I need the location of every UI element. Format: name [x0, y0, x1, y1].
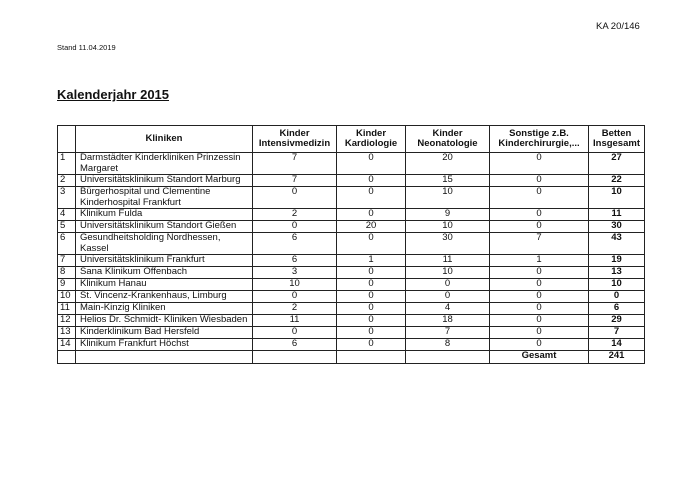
row-number: 13 [58, 327, 76, 339]
column-header-neonatologie: Kinder Neonatologie [406, 126, 490, 153]
clinic-name: Sana Klinikum Offenbach [76, 267, 253, 279]
clinic-name: Klinikum Frankfurt Höchst [76, 339, 253, 351]
intensivmedizin-beds: 7 [253, 153, 337, 175]
total-spacer [337, 351, 406, 364]
table-row [58, 221, 645, 233]
table-row [58, 315, 645, 327]
table-row [58, 303, 645, 315]
sonstige-beds: 0 [490, 279, 589, 291]
table-row [58, 267, 645, 279]
total-beds: 11 [589, 209, 645, 221]
sonstige-beds: 0 [490, 327, 589, 339]
intensivmedizin-beds: 6 [253, 255, 337, 267]
row-number: 7 [58, 255, 76, 267]
total-beds: 13 [589, 267, 645, 279]
intensivmedizin-beds: 0 [253, 187, 337, 209]
table-row [58, 209, 645, 221]
neonatologie-beds: 9 [406, 209, 490, 221]
clinic-name: Helios Dr. Schmidt- Kliniken Wiesbaden [76, 315, 253, 327]
clinic-name: Universitätsklinikum Standort Gießen [76, 221, 253, 233]
total-spacer [406, 351, 490, 364]
column-header-kliniken: Kliniken [76, 126, 253, 153]
clinic-name: Gesundheitsholding Nordhessen, Kassel [76, 233, 253, 255]
row-number: 2 [58, 175, 76, 187]
kardiologie-beds: 0 [337, 279, 406, 291]
clinic-name: Kinderklinikum Bad Hersfeld [76, 327, 253, 339]
neonatologie-beds: 7 [406, 327, 490, 339]
table-row [58, 233, 645, 255]
kardiologie-beds: 0 [337, 153, 406, 175]
column-header-sonstige: Sonstige z.B. Kinderchirurgie,... [490, 126, 589, 153]
row-number: 14 [58, 339, 76, 351]
intensivmedizin-beds: 0 [253, 327, 337, 339]
total-beds: 22 [589, 175, 645, 187]
row-number: 12 [58, 315, 76, 327]
column-header [58, 126, 76, 153]
sonstige-beds: 0 [490, 209, 589, 221]
sonstige-beds: 0 [490, 221, 589, 233]
table-header-row [58, 126, 645, 153]
clinic-name: Bürgerhospital und Clementine Kinderhospital Frankfurt [76, 187, 253, 209]
sonstige-beds: 0 [490, 267, 589, 279]
sonstige-beds: 7 [490, 233, 589, 255]
kardiologie-beds: 1 [337, 255, 406, 267]
table-row [58, 153, 645, 175]
kardiologie-beds: 0 [337, 233, 406, 255]
neonatologie-beds: 20 [406, 153, 490, 175]
intensivmedizin-beds: 2 [253, 303, 337, 315]
row-number: 8 [58, 267, 76, 279]
table-row [58, 327, 645, 339]
intensivmedizin-beds: 7 [253, 175, 337, 187]
sonstige-beds: 0 [490, 303, 589, 315]
table-row [58, 175, 645, 187]
total-value: 241 [589, 351, 645, 364]
column-header-intensivmedizin: Kinder Intensivmedizin [253, 126, 337, 153]
sonstige-beds: 0 [490, 315, 589, 327]
kardiologie-beds: 0 [337, 303, 406, 315]
sonstige-beds: 1 [490, 255, 589, 267]
neonatologie-beds: 8 [406, 339, 490, 351]
row-number: 10 [58, 291, 76, 303]
sonstige-beds: 0 [490, 339, 589, 351]
kardiologie-beds: 20 [337, 221, 406, 233]
table-row [58, 255, 645, 267]
row-number: 9 [58, 279, 76, 291]
stand-date: Stand 11.04.2019 [57, 43, 116, 52]
neonatologie-beds: 10 [406, 187, 490, 209]
neonatologie-beds: 10 [406, 221, 490, 233]
neonatologie-beds: 11 [406, 255, 490, 267]
sonstige-beds: 0 [490, 175, 589, 187]
row-number: 3 [58, 187, 76, 209]
total-beds: 14 [589, 339, 645, 351]
neonatologie-beds: 18 [406, 315, 490, 327]
column-header-kardiologie: Kinder Kardiologie [337, 126, 406, 153]
total-label: Gesamt [490, 351, 589, 364]
clinic-name: Darmstädter Kinderkliniken Prinzessin Margaret [76, 153, 253, 175]
table-row [58, 279, 645, 291]
intensivmedizin-beds: 11 [253, 315, 337, 327]
neonatologie-beds: 10 [406, 267, 490, 279]
total-beds: 10 [589, 187, 645, 209]
total-beds: 19 [589, 255, 645, 267]
table-row [58, 187, 645, 209]
intensivmedizin-beds: 3 [253, 267, 337, 279]
kardiologie-beds: 0 [337, 315, 406, 327]
kardiologie-beds: 0 [337, 267, 406, 279]
neonatologie-beds: 0 [406, 279, 490, 291]
page-heading: Kalenderjahr 2015 [57, 87, 170, 102]
row-number: 11 [58, 303, 76, 315]
neonatologie-beds: 15 [406, 175, 490, 187]
intensivmedizin-beds: 6 [253, 339, 337, 351]
clinic-name: Universitätsklinikum Frankfurt [76, 255, 253, 267]
total-spacer [76, 351, 253, 364]
clinic-name: Main-Kinzig Kliniken [76, 303, 253, 315]
kardiologie-beds: 0 [337, 187, 406, 209]
total-beds: 29 [589, 315, 645, 327]
beds-table [57, 125, 645, 364]
kardiologie-beds: 0 [337, 175, 406, 187]
total-beds: 7 [589, 327, 645, 339]
sonstige-beds: 0 [490, 153, 589, 175]
total-beds: 0 [589, 291, 645, 303]
row-number: 5 [58, 221, 76, 233]
total-spacer [58, 351, 76, 364]
clinic-name: Klinikum Hanau [76, 279, 253, 291]
total-beds: 30 [589, 221, 645, 233]
total-beds: 27 [589, 153, 645, 175]
row-number: 6 [58, 233, 76, 255]
neonatologie-beds: 0 [406, 291, 490, 303]
intensivmedizin-beds: 2 [253, 209, 337, 221]
intensivmedizin-beds: 10 [253, 279, 337, 291]
kardiologie-beds: 0 [337, 339, 406, 351]
column-header-betten: Betten Insgesamt [589, 126, 645, 153]
kardiologie-beds: 0 [337, 291, 406, 303]
intensivmedizin-beds: 0 [253, 221, 337, 233]
total-beds: 6 [589, 303, 645, 315]
clinic-name: Klinikum Fulda [76, 209, 253, 221]
table-body [58, 153, 645, 351]
sonstige-beds: 0 [490, 291, 589, 303]
total-beds: 10 [589, 279, 645, 291]
intensivmedizin-beds: 0 [253, 291, 337, 303]
table-row [58, 339, 645, 351]
total-row [58, 351, 645, 364]
total-spacer [253, 351, 337, 364]
kardiologie-beds: 0 [337, 327, 406, 339]
table-row [58, 291, 645, 303]
document-reference: KA 20/146 [596, 21, 640, 32]
neonatologie-beds: 4 [406, 303, 490, 315]
sonstige-beds: 0 [490, 187, 589, 209]
intensivmedizin-beds: 6 [253, 233, 337, 255]
clinic-name: Universitätsklinikum Standort Marburg [76, 175, 253, 187]
row-number: 1 [58, 153, 76, 175]
total-beds: 43 [589, 233, 645, 255]
neonatologie-beds: 30 [406, 233, 490, 255]
row-number: 4 [58, 209, 76, 221]
clinic-name: St. Vincenz-Krankenhaus, Limburg [76, 291, 253, 303]
kardiologie-beds: 0 [337, 209, 406, 221]
